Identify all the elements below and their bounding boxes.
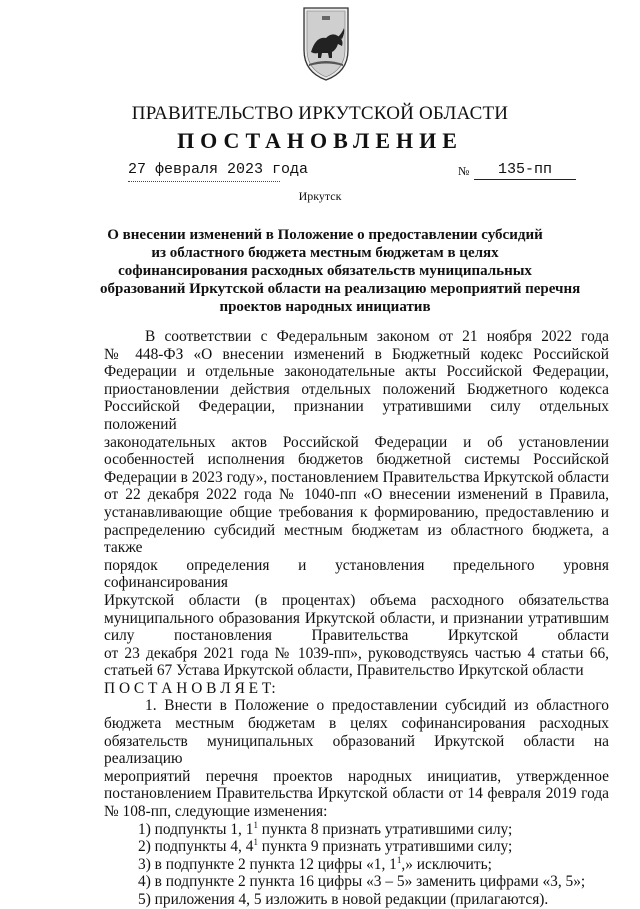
body-line: Федерации в 2023 году», постановлением Правительства Иркутской области: [104, 468, 609, 486]
body-line: устанавливающие общие требования к формированию, предоставлению и: [104, 503, 609, 521]
body-line: статьей 67 Устава Иркутской области, Правительство Иркутской области: [104, 662, 584, 680]
body-line: бюджета местным бюджетам в целях софинансирования расходных: [104, 715, 609, 733]
superscript: 1: [396, 854, 402, 865]
body-line: приостановлении действия отдельных положений Бюджетного кодекса: [104, 380, 609, 398]
list-item: 5) приложения 4, 5 изложить в новой редакции (прилагаются).: [138, 891, 549, 908]
body-line: Российской Федерации, признании утратившими силу отдельных положений: [104, 398, 609, 433]
body-line: от 23 декабря 2021 года № 1039-пп», руководствуясь частью 4 статьи 66,: [104, 644, 609, 662]
body-line: распределению субсидий местным бюджетам из областного бюджета, а также: [104, 521, 609, 557]
body-line: силу постановления Правительства Иркутской области: [104, 627, 609, 645]
list-item-text: 2) подпункты 4, 4: [138, 838, 254, 856]
list-item-text: 1) подпункты 1, 1: [138, 820, 254, 838]
superscript: 1: [253, 837, 258, 848]
body-line: от 22 декабря 2022 года № 1040-пп «О внесении изменений в Правила,: [104, 486, 609, 504]
body-line: 1. Внести в Положение о предоставлении субсидий из областного: [145, 697, 609, 715]
superscript: 1: [253, 819, 258, 830]
heading-line: из областного бюджета местным бюджетам в целях: [151, 245, 499, 261]
body-line: законодательных актов Российской Федерации и об установлении: [104, 433, 609, 451]
list-item-text: пункта 8 признать утратившими силу;: [257, 820, 513, 838]
body-line: обязательств муниципальных образований Иркутской области на реализацию: [104, 732, 609, 768]
irkutsk-coat-of-arms-emblem: [302, 6, 350, 82]
date-underline: [128, 181, 280, 182]
document-type-title: ПОСТАНОВЛЕНИЕ: [177, 128, 463, 153]
list-item-text: ,» исключить;: [401, 855, 492, 873]
body-line: особенностей исполнения бюджетов бюджетной системы Российской: [104, 451, 609, 469]
body-line: порядок определения и установления предельного уровня софинансирования: [104, 556, 609, 592]
body-line: № 448-ФЗ «О внесении изменений в Бюджетный кодекс Российской: [104, 345, 609, 363]
heading-line: О внесении изменений в Положение о предоставлении субсидий: [107, 227, 543, 243]
body-line: Федерации и отдельные законодательные акты Российской Федерации,: [104, 363, 609, 381]
list-item-text: 3) в подпункте 2 пункта 12 цифры «1, 1: [138, 855, 397, 873]
document-date: 27 февраля 2023 года: [128, 161, 309, 178]
document-number: 135-пп: [474, 161, 576, 180]
heading-line: проектов народных инициатив: [219, 299, 431, 315]
document-body: [104, 328, 609, 909]
number-sign: №: [458, 164, 470, 178]
body-line: В соответствии с Федеральным законом от 21 ноября 2022 года: [145, 328, 609, 345]
body-line: мероприятий перечня проектов народных инициатив, утвержденное: [104, 767, 609, 785]
list-item: [104, 821, 609, 839]
list-item-text: пункта 9 признать утратившими силу;: [257, 838, 513, 856]
heading-line: софинансирования расходных обязательств муниципальных: [118, 263, 532, 279]
list-item: [104, 856, 609, 874]
list-item: 4) в подпункте 2 пункта 16 цифры «3 – 5» заменить цифрами «3, 5»;: [138, 873, 586, 891]
body-line: № 108-пп, следующие изменения:: [104, 803, 328, 821]
heading-line: образований Иркутской области на реализацию мероприятий перечня: [100, 281, 581, 297]
list-item: [104, 838, 609, 856]
resolves-word: П О С Т А Н О В Л Я Е Т:: [104, 679, 276, 697]
body-line: Иркутской области (в процентах) объема расходного обязательства: [104, 591, 609, 609]
government-name: ПРАВИТЕЛЬСТВО ИРКУТСКОЙ ОБЛАСТИ: [131, 103, 509, 124]
body-line: муниципального образования Иркутской области, и признании утратившим: [104, 609, 609, 627]
document-heading: [100, 226, 581, 316]
city-name: Иркутск: [298, 189, 342, 203]
body-line: постановлением Правительства Иркутской области от 14 февраля 2019 года: [104, 785, 609, 803]
